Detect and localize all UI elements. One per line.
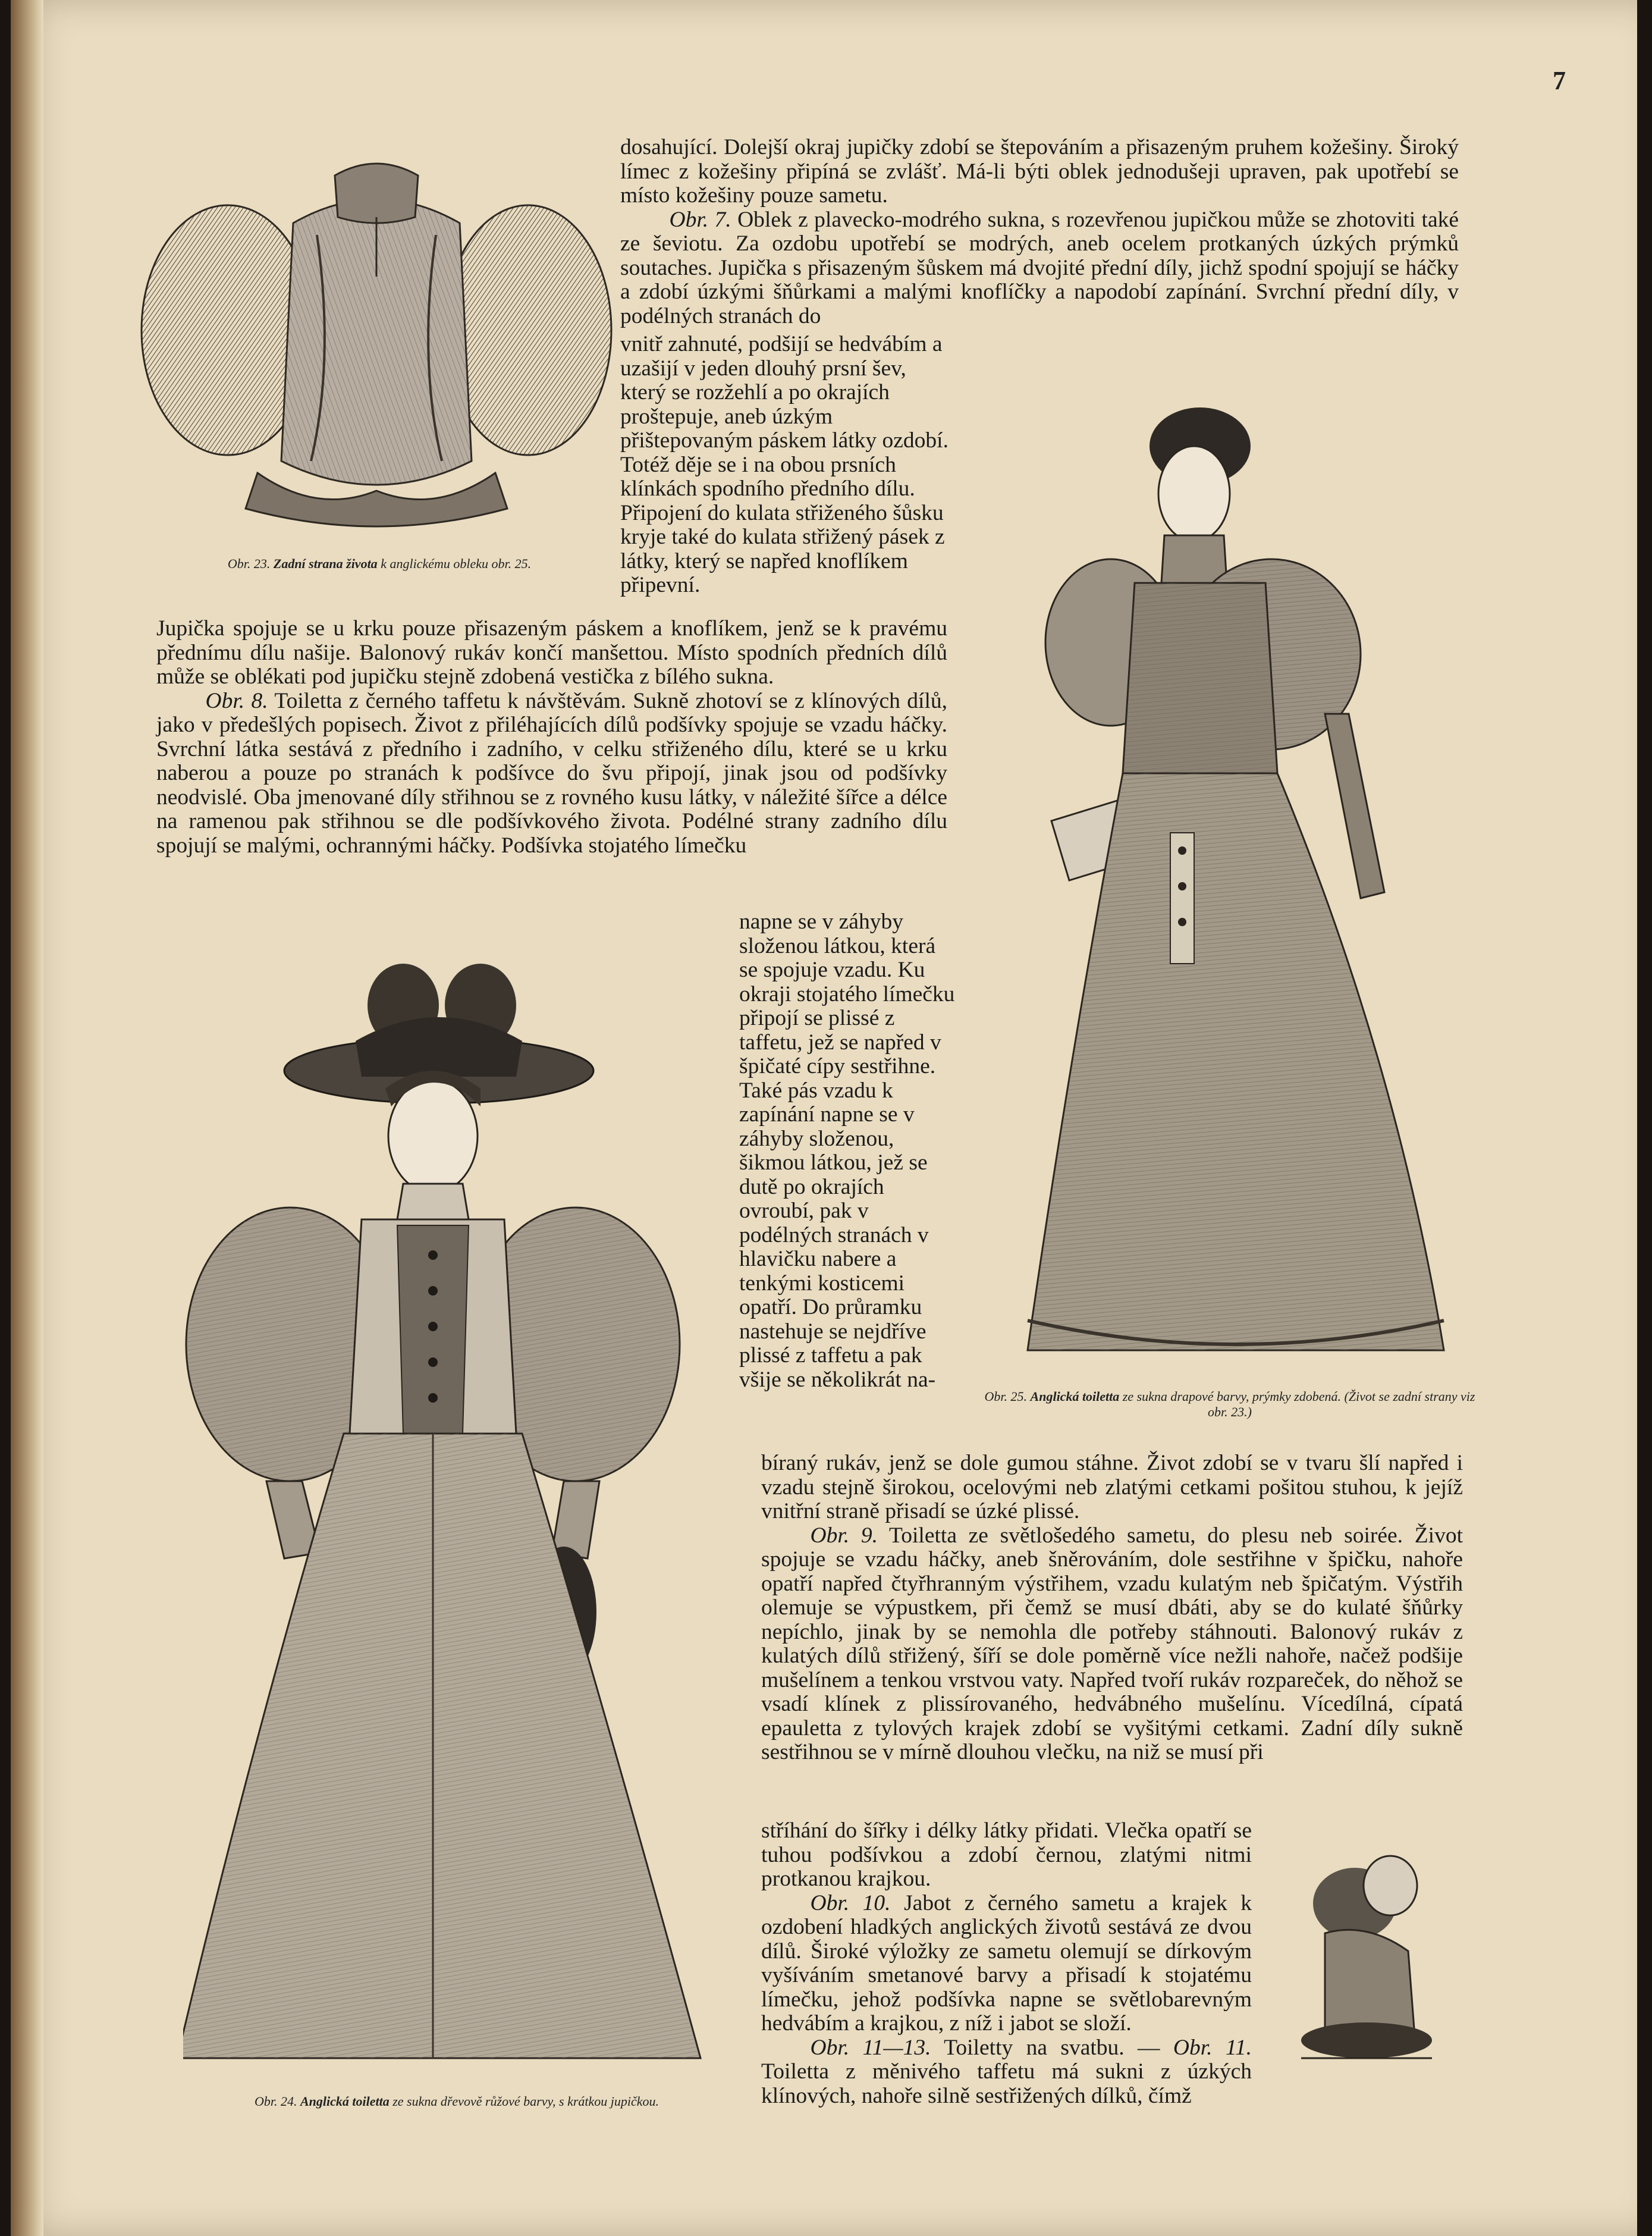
label-obr-8: Obr. 8. <box>205 688 268 713</box>
caption-obr-24 <box>189 2094 724 2109</box>
caption-obr-25-rest: ze sukna drapové barvy, prýmky zdobená. (Život se zadní strany viz obr. 23.) <box>1122 1389 1475 1419</box>
text-obr-9: Toiletta ze světlošedého sametu, do plesu neb soirée. Život spojuje se vzadu háčky, aneb šněrováním, dole sestřihne v špičku, nahoře opatří napřed čtyřhranným výstřihem, vzadu kulatým neb špičatým. Výstřih olemuje se výpustkem, při čemž se musí dbáti, aby se do kulaté šňůrky nepíchlo, jinak by se nemohla dle potřeby stáhnouti. Balonový rukáv z kulatých dílů střižený, šíří se dole poměrně více nežli nahoře, načež podšije mušelínem a tenkou vrstvou vaty. Napřed tvoří rukáv rozpareček, do něhož se vsadí klínek z plissírovaného, hedvábného mušelínu. Vícedílná, cípatá epauletta z tylových krajek zdobí se vyšitými cetkami. Zadní díly sukně sestřihnou se v mírně dlouhou vlečku, na niž se musí při <box>761 1523 1463 1764</box>
text-obr-8: Toiletta z černého taffetu k návštěvám. Sukně zhotoví se z klínových dílů, jako v předešlých popisech. Život z přiléhajících dílů podšívky spojuje se vzadu háčky. Svrchní látka sestává z předního i zadního, v celku střiženého dílu, které se u krku naberou a pouze po stranách k podšívce do švu připojí, jinak jsou od podšívky neodvislé. Oba jmenované díly střihnou se z rovného kusu látky, v náležité šířce a délce na ramenou pak střihnou se dle podšívkového života. Podélné strany zadního dílu spojují se malými, ochrannými háčky. <box>156 688 947 858</box>
paragraph-rukav: bíraný rukáv, jenž se dole gumou stáhne. Život zdobí se v tvaru šlí napřed i vzadu stejně širokou, ocelovými neb zlatými cetkami pošitou stuhou, k jejíž vnitřní straně přisadí se úzké plissé. <box>761 1451 1463 1523</box>
text-block-middle <box>156 617 947 858</box>
caption-obr-24-num: Obr. 24. <box>254 2094 297 2109</box>
caption-obr-25-title: Anglická toiletta <box>1030 1389 1120 1404</box>
caption-obr-25 <box>980 1389 1480 1420</box>
text-obr-10: Jabot z černého sametu a krajek k ozdobení hladkých anglických životů sestává ze dvou dílů. Široké výložky ze sametu olemují se dírkovým vyšíváním smetanové barvy a přisadí k stojatému límečku, jehož podšívka napne se světlobarevným hedvábím a krajkou, z níž i jabot se složí. <box>761 1890 1252 2036</box>
book-gutter <box>11 0 43 2236</box>
text-block-top <box>620 136 1459 328</box>
caption-obr-23-num: Obr. 23. <box>227 556 271 571</box>
text-middle-column: napne se v záhyby složenou látkou, která se spojuje vzadu. Ku okraji stojatého límečku připojí se plissé z taffetu, jež se napřed v špičaté cípy sestřihne. Také pás vzadu k zapínání napne se v záhyby složenou, šikmou látkou, jež se dutě po okrajích ovroubí, pak v podélných stranách v hlavičku nabere a tenkými kosticemi opatří. Do průramku nastehuje se nejdříve plissé z taffetu a pak všije se několikrát na- <box>739 910 955 1392</box>
paragraph-obr-7 <box>620 208 1459 329</box>
paragraph-jupicka: Jupička spojuje se u krku pouze přisazeným páskem a knoflíkem, jenž se k pravému přednímu dílu našije. Balonový rukáv končí manšettou. Místo spodních předních dílů může se oblékati pod jupičku stejně zdobená vestička z bílého sukna. <box>156 616 947 689</box>
paragraph-intro: dosahující. Dolejší okraj jupičky zdobí se štepováním a přisazeným pruhem kožešiny. Široký límec z kožešiny připíná se zvlášť. Má-li býti oblek jednodušeji upraven, pak upotřebí se místo kožešiny pouze sametu. <box>620 135 1459 208</box>
text-block-lower <box>761 1451 1463 1765</box>
label-obr-11-13: Obr. 11—13. <box>810 2035 931 2060</box>
text-obr-8-cont: Podšívka stojatého límečku <box>501 833 747 858</box>
text-block-bottom <box>761 1819 1252 2108</box>
paragraph-obr-9 <box>761 1524 1463 1765</box>
text-narrow-column: vnitř zahnuté, podšijí se hedvábím a uzašijí v jeden dlouhý prsní šev, který se rozžehlí a po okrajích proštepuje, aneb úzkým přištepovaným páskem látky ozdobí. Totéž děje se i na obou prsních klínkách spodního předního dílu. Připojení do kulata střiženého šůsku kryje také do kulata střižený pásek z látky, který se napřed knoflíkem připevní. <box>620 332 949 597</box>
text-obr-11: Toiletta z měnivého taffetu má sukni z úzkých klínových, nahoře silně sestřižených dílků, čímž <box>761 2059 1252 2108</box>
label-obr-7: Obr. 7. <box>669 207 731 232</box>
caption-obr-23-title: Zadní strana života <box>273 556 378 571</box>
caption-obr-23 <box>171 556 588 572</box>
caption-obr-24-rest: ze sukna dřevově růžové barvy, s krátkou jupičkou. <box>392 2094 659 2109</box>
paragraph-obr-11 <box>761 2036 1252 2109</box>
label-obr-9: Obr. 9. <box>810 1523 878 1548</box>
illustration-obr-25 <box>1016 404 1468 1374</box>
paragraph-obr-8 <box>156 689 947 858</box>
magazine-page <box>11 0 1637 2236</box>
vignette-illustration <box>1289 1832 1450 2082</box>
caption-obr-24-title: Anglická toiletta <box>300 2094 390 2109</box>
text-obr-7: Oblek z plavecko-modrého sukna, s rozevřenou jupičkou může se zhotoviti také ze ševiotu. Za ozdobu upotřebí se modrých, aneb ocelem protkaných úzkých prýmků soutaches. Jupička s přisazeným šůskem má dvojité přední díly, jichž spodní spojují se háčky a zdobí úzkými šňůrkami a malými knoflíčky a napodobí zapínání. Svrchní přední díly, v podélných stranách do <box>620 207 1459 328</box>
paragraph-obr-10 <box>761 1892 1252 2036</box>
label-obr-11: Obr. 11. <box>1173 2035 1252 2060</box>
label-obr-10: Obr. 10. <box>810 1890 891 1915</box>
caption-obr-25-num: Obr. 25. <box>984 1389 1028 1404</box>
page-number: 7 <box>1553 66 1566 95</box>
paragraph-obr-9-end: stříhání do šířky i délky látky přidati. Vlečka opatří se tuhou podšívkou a zdobí černou, zlatými nitmi protkanou krajkou. <box>761 1818 1252 1891</box>
illustration-obr-23 <box>139 152 614 535</box>
text-obr-11-13: Toiletty na svatbu. — <box>944 2035 1160 2060</box>
illustration-obr-24 <box>183 958 730 2076</box>
caption-obr-23-rest: k anglickému obleku obr. 25. <box>381 556 532 571</box>
